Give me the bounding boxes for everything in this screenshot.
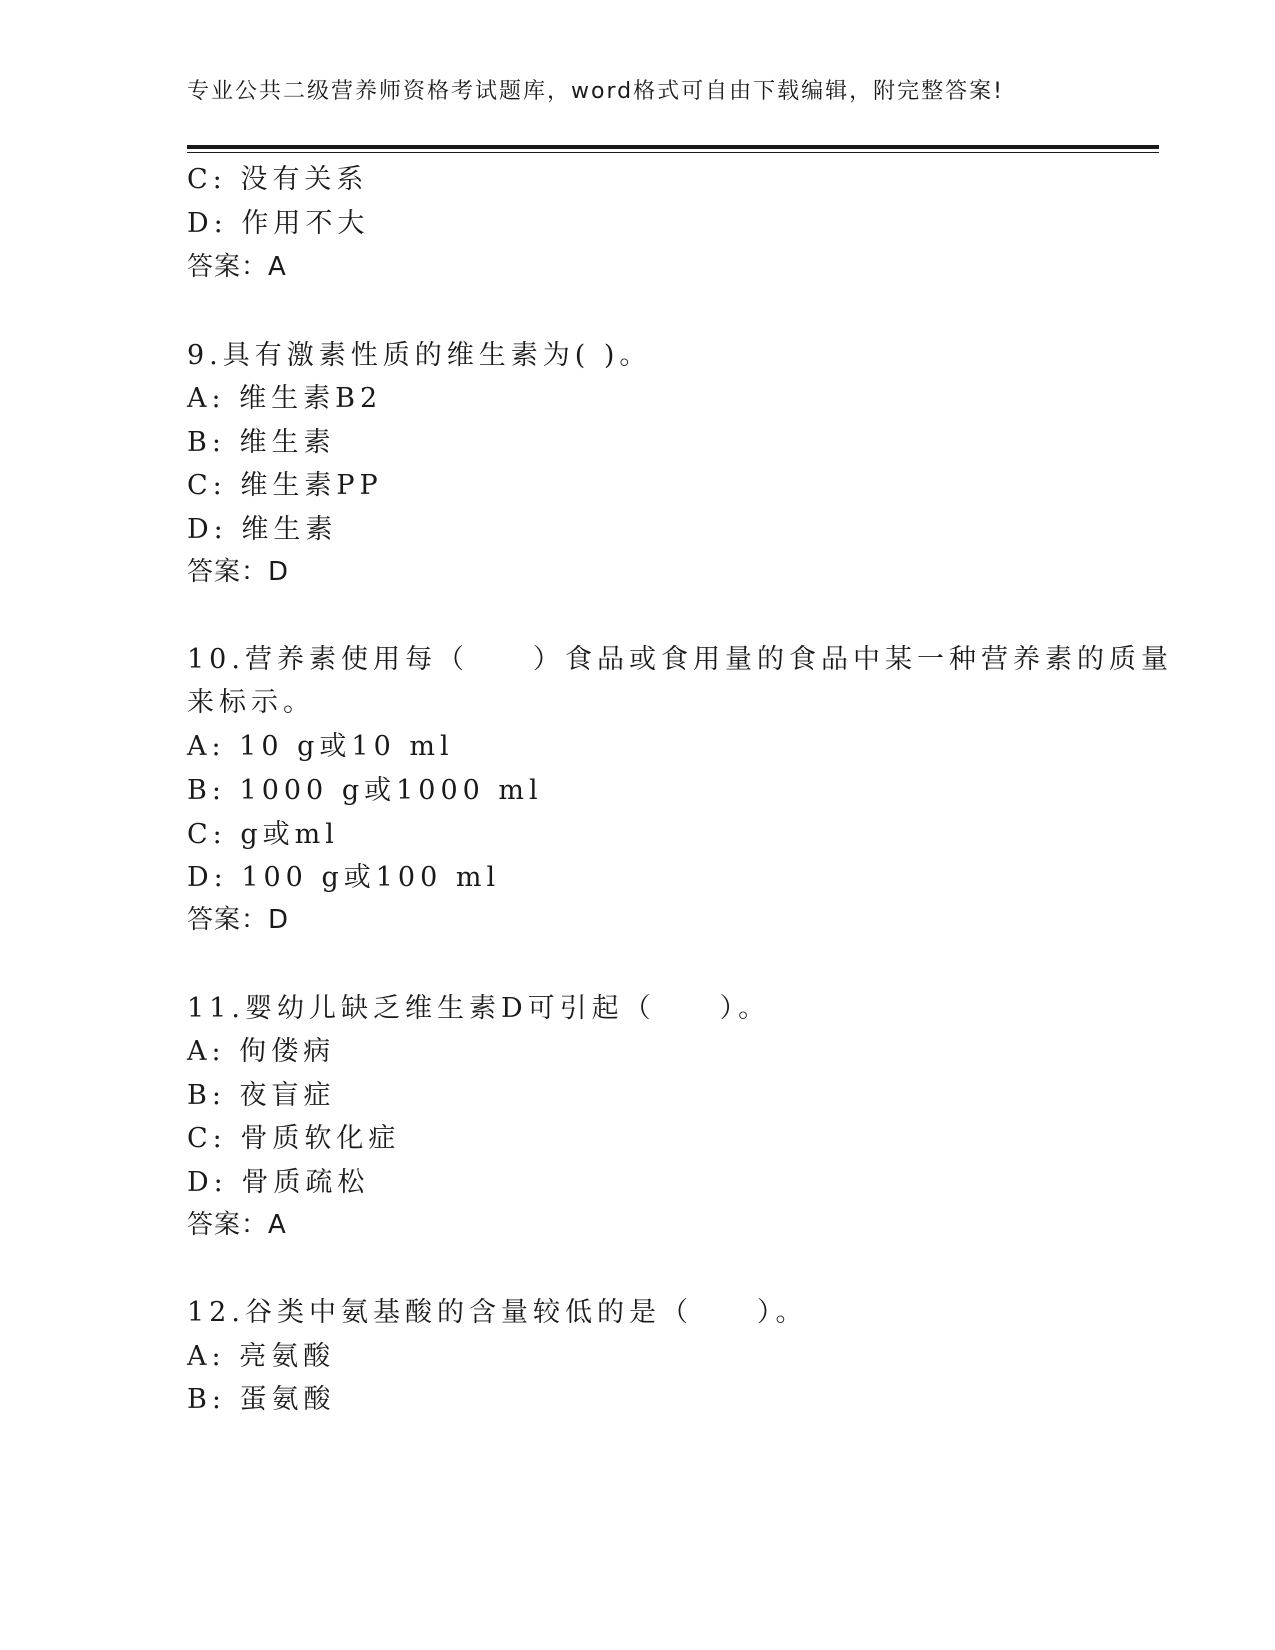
option-b: B: 1000 g或1000 ml — [187, 775, 543, 806]
question-stem: 9.具有激素性质的维生素为( )。 — [187, 340, 652, 371]
answer: 答案：D — [187, 557, 290, 587]
option-c: C: 维生素PP — [187, 470, 383, 501]
option-d: D: 作用不大 — [187, 208, 370, 239]
question-stem: 11.婴幼儿缺乏维生素D可引起（ ）。 — [187, 993, 771, 1024]
question-stem-continued: 来标示。 — [187, 687, 315, 718]
question-stem: 10.营养素使用每（ ）食品或食用量的食品中某一种营养素的质量 — [187, 644, 1173, 675]
answer: 答案：A — [187, 1210, 287, 1240]
option-c: C: g或ml — [187, 819, 339, 850]
header-rule-thin — [187, 152, 1159, 153]
option-c: C: 没有关系 — [187, 164, 369, 195]
answer: 答案：D — [187, 905, 290, 935]
page-header: 专业公共二级营养师资格考试题库，word格式可自由下载编辑，附完整答案! — [187, 79, 1004, 104]
option-b: B: 夜盲症 — [187, 1080, 336, 1111]
option-d: D: 维生素 — [187, 514, 338, 545]
header-rule-thick — [187, 145, 1159, 149]
question-stem: 12.谷类中氨基酸的含量较低的是（ ）。 — [187, 1297, 808, 1328]
option-a: A: 佝偻病 — [187, 1036, 336, 1067]
option-d: D: 100 g或100 ml — [187, 862, 501, 893]
option-a: A: 维生素B2 — [187, 383, 383, 414]
answer: 答案：A — [187, 252, 287, 282]
option-c: C: 骨质软化症 — [187, 1123, 401, 1154]
option-d: D: 骨质疏松 — [187, 1167, 370, 1198]
option-a: A: 亮氨酸 — [187, 1341, 336, 1372]
option-b: B: 蛋氨酸 — [187, 1384, 336, 1415]
option-b: B: 维生素 — [187, 427, 336, 458]
option-a: A: 10 g或10 ml — [187, 731, 454, 762]
